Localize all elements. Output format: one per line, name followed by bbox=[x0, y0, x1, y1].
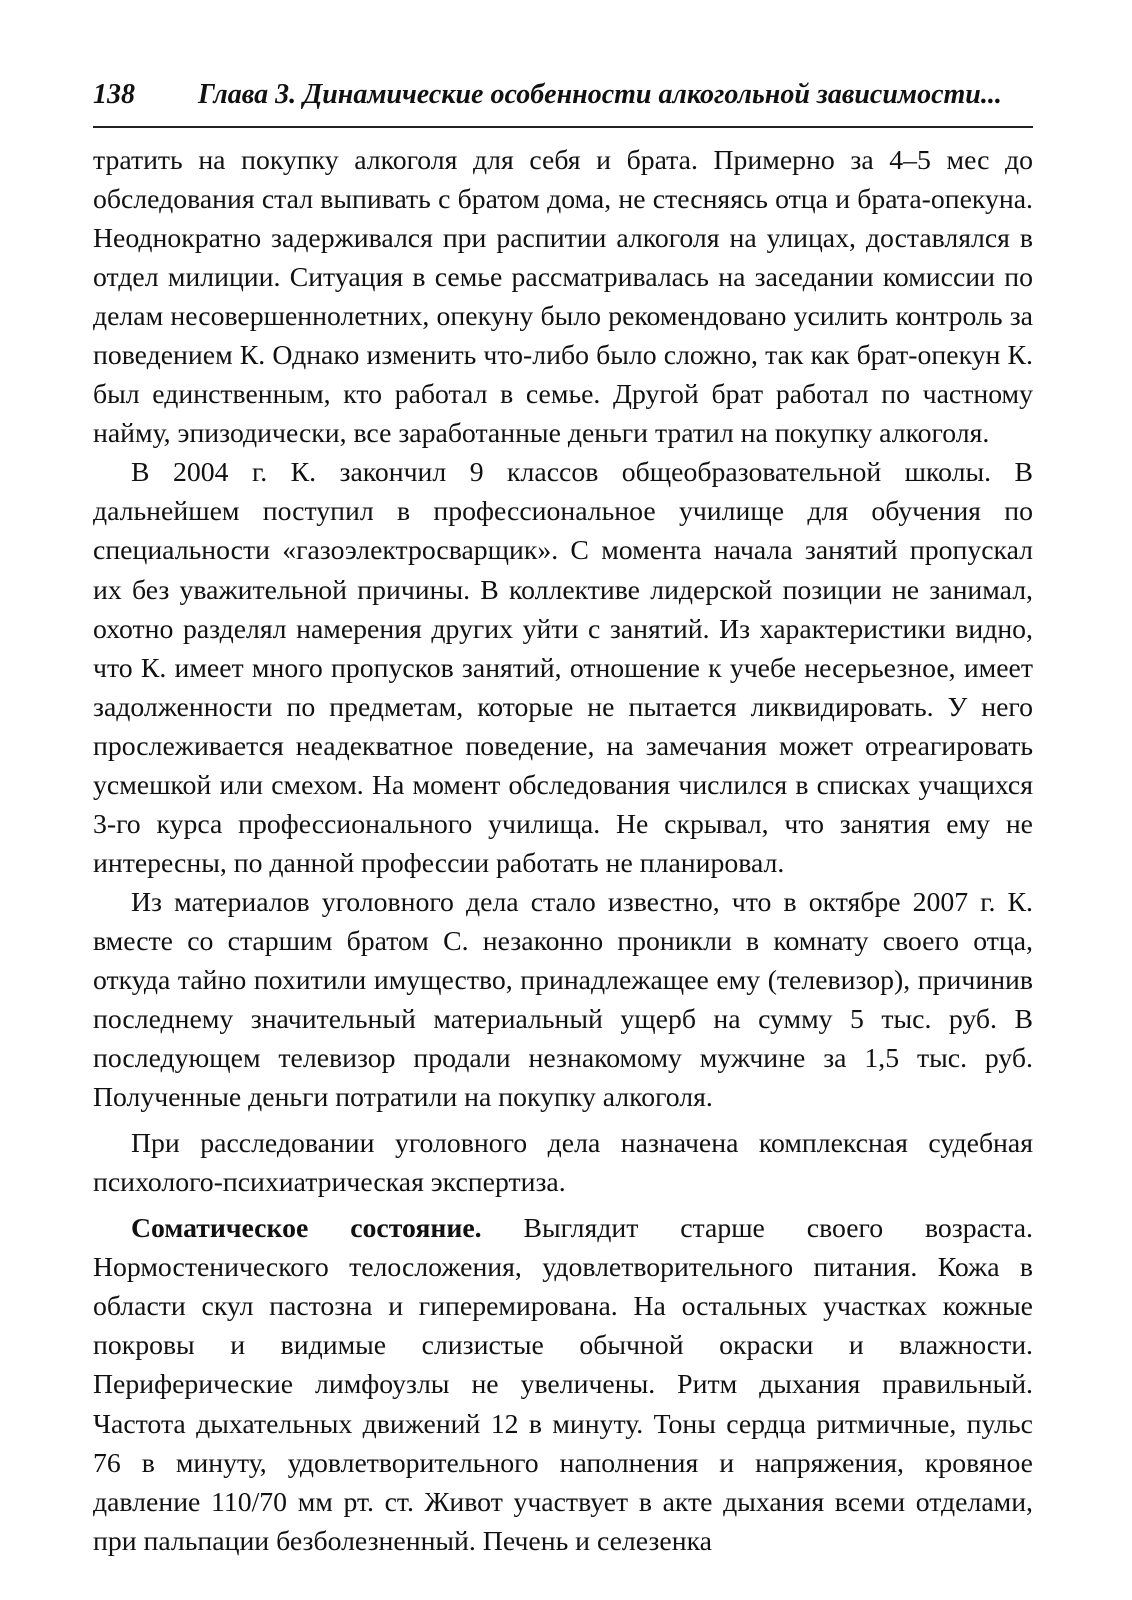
paragraph-text: Из материалов уголовного дела стало известно, что в октябре 2007 г. К. вместе со старшим братом С. незаконно проникли в комнату своего отца, откуда тайно похитили имущество, принадлежащее ему (телевизор), причинив последнему значительный материальный ущерб на сумму 5 тыс. руб. В последующем телевизор продали незнакомому мужчине за 1,5 тыс. руб. Полученные деньги потратили на покупку алкоголя. bbox=[93, 886, 1033, 1114]
body-text bbox=[93, 141, 1033, 1561]
paragraph-text: При расследовании уголовного дела назначена комплексная судебная психолого-психиатрическая экспертиза. bbox=[93, 1128, 1033, 1199]
paragraph-criminal-case bbox=[93, 883, 1033, 1117]
page-number: 138 bbox=[93, 79, 135, 110]
header-divider bbox=[93, 126, 1033, 128]
paragraph-text: Выглядит старше своего возраста. Нормостенического телосложения, удовлетворительного питания. Кожа в области скул пастозна и гиперемирована. На остальных участках кожные покровы и видимые слизистые обычной окраски и влажности. Периферические лимфоузлы не увеличены. Ритм дыхания правильный. Частота дыхательных движений 12 в минуту. Тоны сердца ритмичные, пульс 76 в минуту, удовлетворительного наполнения и напряжения, кровяное давление 110/70 мм рт. ст. Живот участвует в акте дыхания всеми отделами, при пальпации безболезненный. Печень и селезенка bbox=[93, 1213, 1033, 1557]
run-in-heading: Соматическое состояние. bbox=[131, 1213, 482, 1245]
paragraph-expertise bbox=[93, 1124, 1033, 1202]
paragraph-text: В 2004 г. К. закончил 9 классов общеобразовательной школы. В дальнейшем поступил в профессиональное училище для обучения по специальности «газоэлектросварщик». С момента начала занятий пропускал их без уважительной причины. В коллективе лидерской позиции не занимал, охотно разделял намерения других уйти с занятий. Из характеристики видно, что К. имеет много пропусков занятий, отношение к учебе несерьезное, имеет задолженности по предметам, которые не пытается ликвидировать. У него прослеживается неадекватное поведение, на замечания может отреагировать усмешкой или смехом. На момент обследования числился в списках учащихся 3-го курса профессионального училища. Не скрывал, что занятия ему не интересны, по данной профессии работать не планировал. bbox=[93, 457, 1033, 879]
running-header bbox=[93, 72, 1033, 118]
chapter-title: Глава 3. Динамические особенности алкогольной зависимости... bbox=[198, 79, 1002, 110]
paragraph-continued bbox=[93, 141, 1033, 453]
paragraph-somatic-status bbox=[93, 1209, 1033, 1560]
paragraph-education bbox=[93, 453, 1033, 883]
paragraph-text: тратить на покупку алкоголя для себя и брата. Примерно за 4–5 мес до обследования стал выпивать с братом дома, не стесняясь отца и брата-опекуна. Неоднократно задерживался при распитии алкоголя на улицах, доставлялся в отдел милиции. Ситуация в семье рассматривалась на заседании комиссии по делам несовершеннолетних, опекуну было рекомендовано усилить контроль за поведением К. Однако изменить что-либо было сложно, так как брат-опекун К. был единственным, кто работал в семье. Другой брат работал по частному найму, эпизодически, все заработанные деньги тратил на покупку алкоголя. bbox=[93, 145, 1033, 450]
